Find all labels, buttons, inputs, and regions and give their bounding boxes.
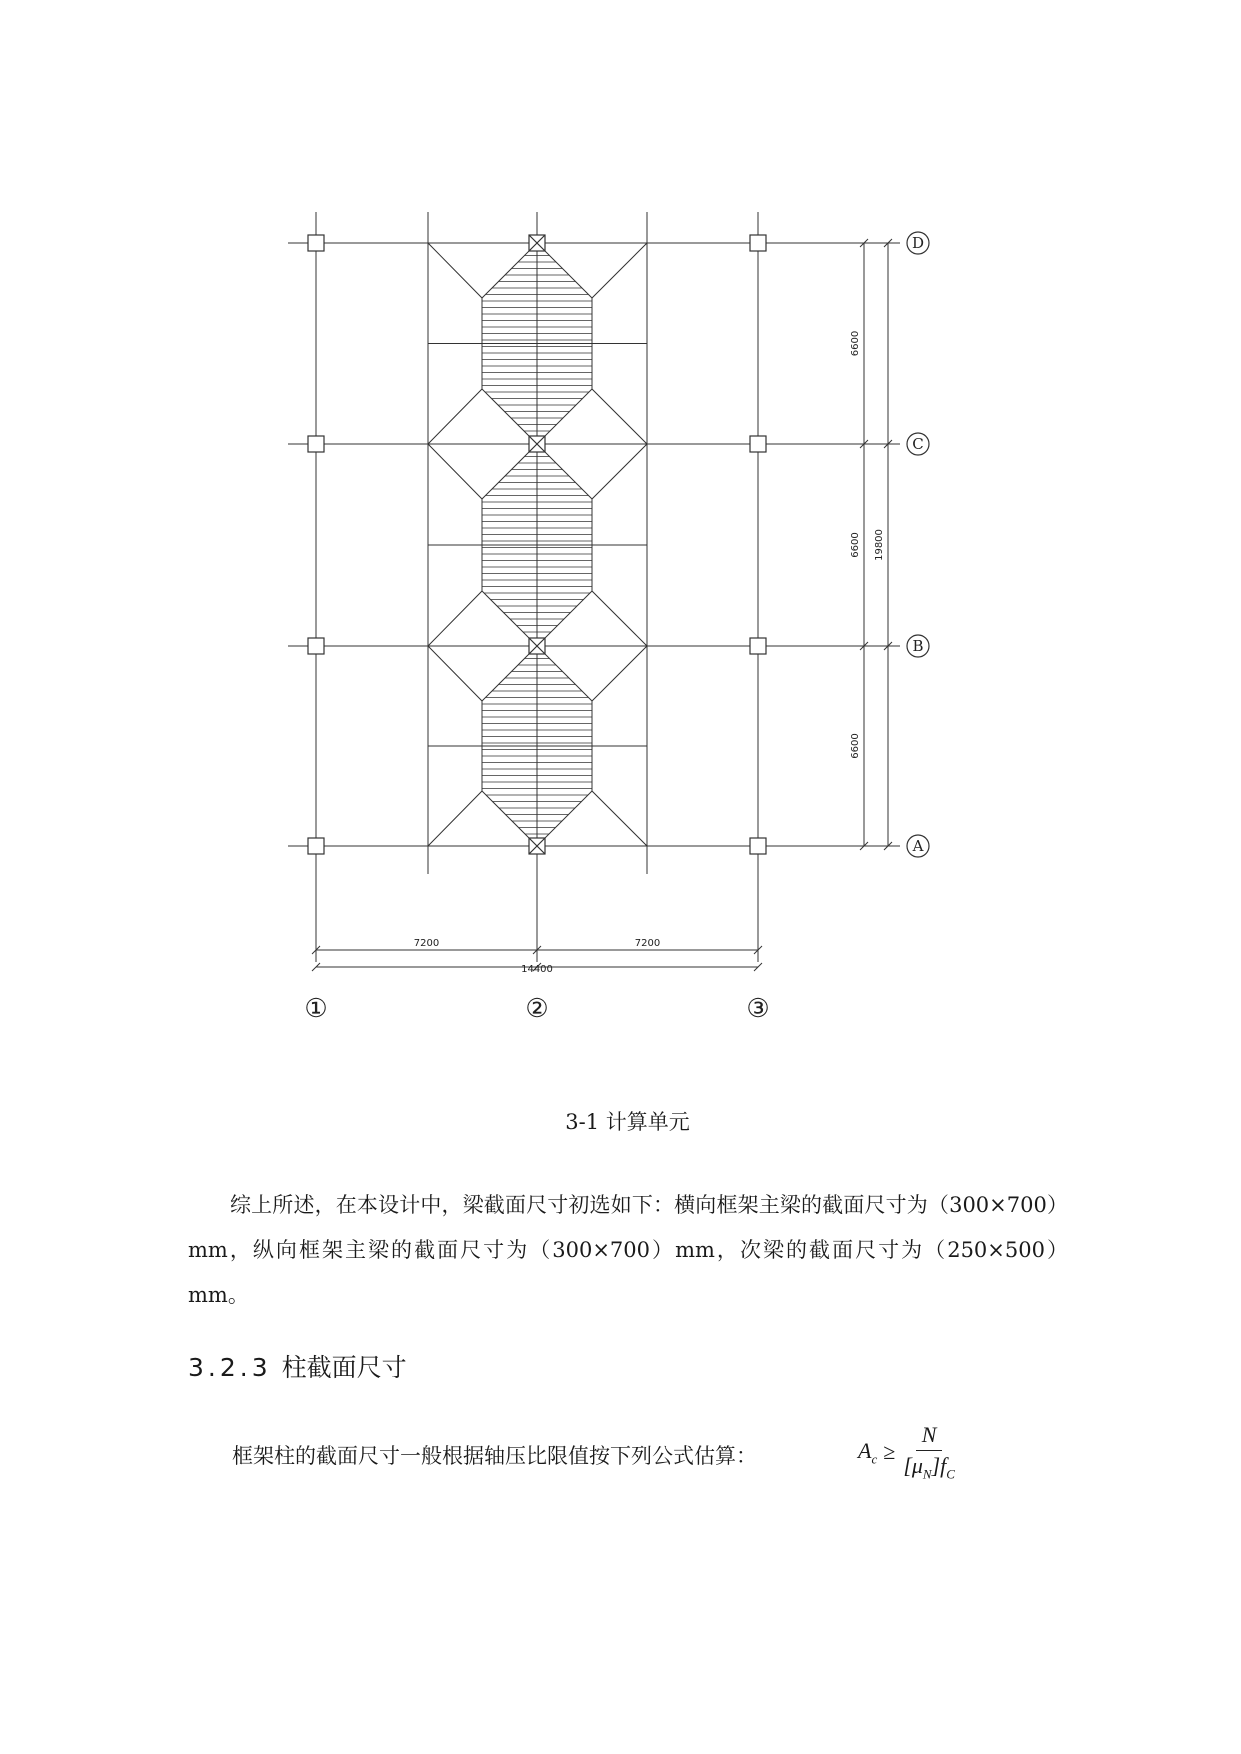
dim-label-horizontal: 7200 xyxy=(413,938,440,949)
dim-label-vertical: 6600 xyxy=(850,330,861,357)
axis-labels xyxy=(304,232,929,1024)
section-heading xyxy=(188,1348,407,1384)
column-square xyxy=(750,638,766,654)
dim-label-vertical-total: 19800 xyxy=(874,529,885,561)
column-square xyxy=(308,235,324,251)
axis-label-D: D xyxy=(911,234,925,252)
formula-denominator: $[\mu_N]f_C$ xyxy=(903,1453,955,1482)
formula-lhs: $A_c$ xyxy=(858,1437,878,1466)
figure-caption: 3-1 计算单元 xyxy=(565,1110,690,1134)
dim-label-vertical: 6600 xyxy=(850,532,861,558)
column-square xyxy=(750,235,766,251)
dim-label-horizontal: 7200 xyxy=(634,938,661,949)
axial-compression-formula xyxy=(858,1422,955,1482)
axis-label-col-3: ③ xyxy=(746,994,770,1024)
column-square xyxy=(308,838,324,854)
grid-lines xyxy=(288,212,900,962)
column-square xyxy=(750,436,766,452)
formula-operator: ≥ xyxy=(883,1439,896,1465)
formula-numerator: N xyxy=(916,1422,943,1451)
axis-label-col-2: ② xyxy=(525,994,549,1024)
dim-label-horizontal-total: 14400 xyxy=(521,964,553,975)
axis-label-C: C xyxy=(912,435,924,453)
formula-fraction xyxy=(903,1422,955,1482)
section-title: 柱截面尺寸 xyxy=(281,1353,407,1382)
dimension-lines xyxy=(312,239,892,971)
column-square xyxy=(750,838,766,854)
axis-label-A: A xyxy=(912,837,924,855)
column-square xyxy=(308,436,324,452)
paragraph-column-formula: 框架柱的截面尺寸一般根据轴压比限值按下列公式估算： xyxy=(232,1444,757,1468)
paragraph-beam-sizes: 综上所述，在本设计中，梁截面尺寸初选如下：横向框架主梁的截面尺寸为（300×700）mm，纵向框架主梁的截面尺寸为（300×700）mm，次梁的截面尺寸为（250×500）mm。 xyxy=(188,1193,1068,1307)
section-number: 3.2.3 xyxy=(188,1353,272,1382)
dim-label-vertical: 6600 xyxy=(850,733,861,759)
column-square xyxy=(308,638,324,654)
axis-label-B: B xyxy=(912,637,924,655)
axis-label-col-1: ① xyxy=(304,994,328,1024)
